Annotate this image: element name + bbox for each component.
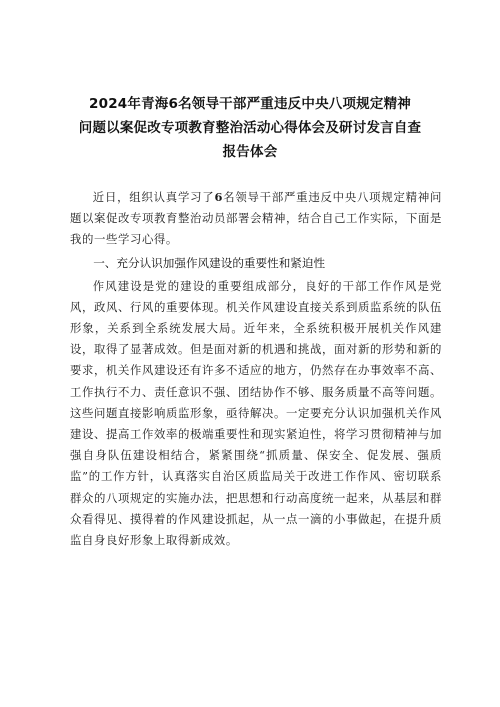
document-body	[70, 187, 442, 551]
document-title	[60, 92, 440, 164]
title-line-1: 2024年青海6名领导干部严重违反中央八项规定精神	[89, 96, 411, 112]
section-paragraph: 作风建设是党的建设的重要组成部分，良好的干部工作作风是党风，政风、行风的重要体现。机关作风建设直接关系到质监系统的队伍形象，关系到全系统发展大局。近年来，全系统积极开展机关作风建设，取得了显著成效。但是面对新的机遇和挑战，面对新的形势和新的要求，机关作风建设还有许多不适应的地方，仍然存在办事效率不高、工作执行不力、责任意识不强、团结协作不够、服务质量不高等问题。这些问题直接影响质监形象，亟待解决。一定要充分认识加强机关作风建设、提高工作效率的极端重要性和现实紧迫性，将学习贯彻精神与加强自身队伍建设相结合，紧紧围绕“抓质量、保安全、促发展、强质监”的工作方针，认真落实自治区质监局关于改进工作作风、密切联系群众的八项规定的实施办法，把思想和行动高度统一起来，从基层和群众看得见、摸得着的作风建设抓起，从一点一滴的小事做起，在提升质监自身良好形象上取得新成效。	[70, 278, 442, 548]
section-heading: 一、充分认识加强作风建设的重要性和紧迫性	[93, 255, 326, 270]
title-line-2: 问题以案促改专项教育整治活动心得体会及研讨发言自查	[78, 120, 422, 136]
intro-number: 6	[214, 190, 223, 204]
title-line-3: 报告体会	[222, 144, 278, 160]
intro-paragraph	[70, 187, 442, 251]
intro-text-start: 近日，组织认真学习了	[92, 190, 215, 204]
intro-text-end: 名领导干部严重违反中央八项规定精神问题以案促改专项教育整治动员部署会精神，结合自己工作实际，下面是我的一些学习心得。	[70, 190, 442, 247]
